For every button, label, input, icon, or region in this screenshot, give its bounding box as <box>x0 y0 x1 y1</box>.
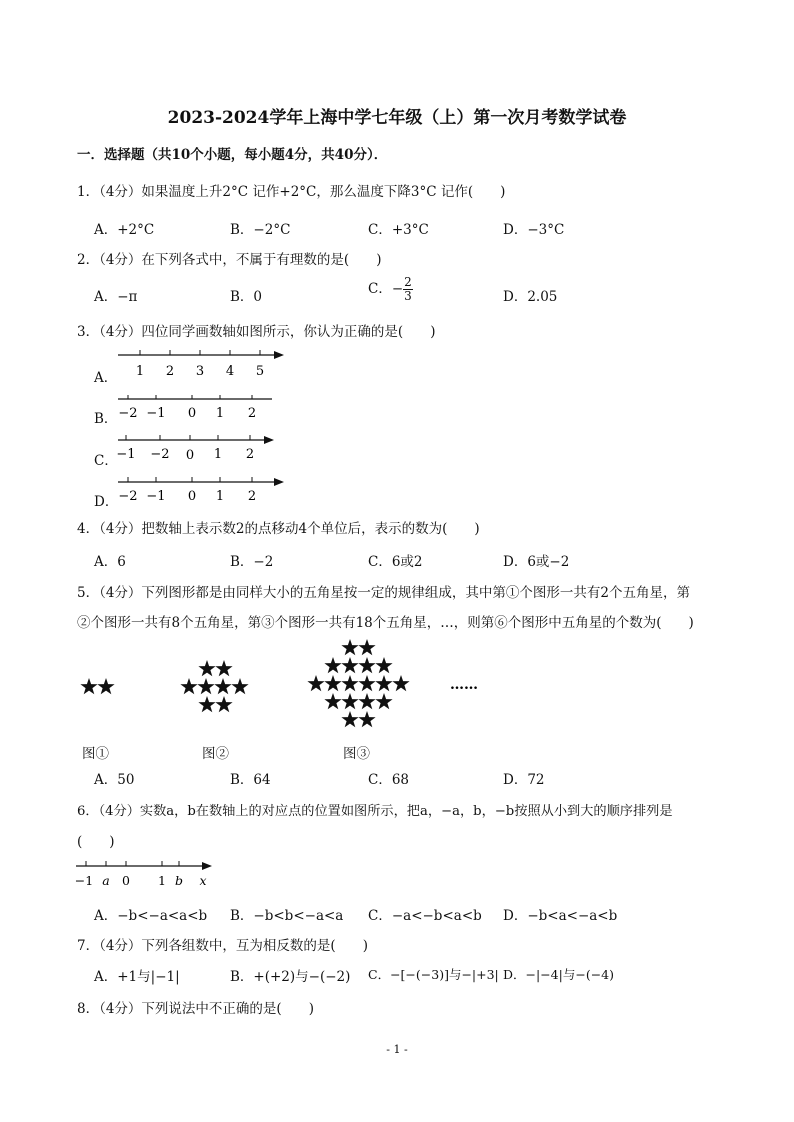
question-7: 7．（4分）下列各组数中，互为相反数的是( ) <box>77 938 368 954</box>
axis-a-label: 1 <box>135 364 145 379</box>
q1-option-b: B．−2°C <box>230 222 291 238</box>
axis-b-label: 1 <box>215 406 225 421</box>
q7-option-d: D．−|−4|与−(−4) <box>503 967 614 982</box>
axis-c-label: −1 <box>116 447 136 462</box>
q2-option-c-label: C．− <box>368 281 404 297</box>
question-6-line-2: ( ) <box>77 834 115 850</box>
question-5-line-2: ②个图形一共有8个五角星，第③个图形一共有18个五角星，…，则第⑥个图形中五角星的个数为( ) <box>77 615 694 631</box>
axis-a-label: 2 <box>165 364 175 379</box>
q3-option-d: D． <box>94 494 119 510</box>
q6-number-line <box>72 857 222 891</box>
q2-option-c <box>368 276 413 303</box>
q7-option-a: A．+1与|−1| <box>94 969 180 985</box>
axis-ticks <box>128 395 252 399</box>
axis-arrow <box>264 436 274 444</box>
figure-2-stars <box>180 660 248 712</box>
axis-arrow <box>274 351 284 359</box>
q2-fraction <box>403 276 413 303</box>
q1-option-c: C．+3°C <box>368 222 429 238</box>
axis-c-label: 2 <box>245 447 255 462</box>
axis-a-label: 5 <box>255 364 265 379</box>
figure-3-label: 图③ <box>343 746 370 762</box>
axis-b-label: −1 <box>146 406 166 421</box>
axis-c-label: −2 <box>150 447 170 462</box>
q4-option-b: B．−2 <box>230 554 274 570</box>
q6-axis-label: x <box>199 873 207 888</box>
figure-1-label: 图① <box>82 746 109 762</box>
axis-ticks <box>126 435 250 440</box>
axis-a-label: 3 <box>195 364 205 379</box>
question-6-line-1: 6．（4分）实数a，b在数轴上的对应点的位置如图所示，把a，−a，b，−b按照从小到大的顺序排列是 <box>77 804 673 819</box>
question-3: 3．（4分）四位同学画数轴如图所示，你认为正确的是( ) <box>77 324 436 340</box>
q6-option-c: C．−a<−b<a<b <box>368 908 482 924</box>
q6-axis-label: a <box>102 873 110 888</box>
q6-axis-label: −1 <box>74 873 94 888</box>
q3-option-b: B． <box>94 411 118 427</box>
axis-d-label: −1 <box>146 489 166 504</box>
q6-option-d: D．−b<a<−a<b <box>503 908 618 924</box>
q2-option-a: A．−π <box>94 289 138 305</box>
q5-option-a: A．50 <box>94 772 135 788</box>
q6-option-b: B．−b<b<−a<a <box>230 908 344 924</box>
q6-axis-label: b <box>174 873 184 888</box>
axis-c-label: 1 <box>213 447 223 462</box>
page-number: - 1 - <box>386 1043 408 1056</box>
axis-ticks <box>128 477 252 482</box>
q1-option-d: D．−3°C <box>503 222 565 238</box>
axis-arrow <box>274 478 284 486</box>
q6-axis-label: 0 <box>122 873 130 888</box>
axis-a-label: 4 <box>225 364 235 379</box>
axis-d-label: 2 <box>247 489 257 504</box>
axis-d <box>112 474 292 508</box>
axis-arrow <box>202 862 212 870</box>
axis-d-label: 1 <box>215 489 225 504</box>
star-figures <box>70 636 510 736</box>
q2-option-b: B．0 <box>230 289 263 305</box>
question-8: 8．（4分）下列说法中不正确的是( ) <box>77 1001 314 1017</box>
axis-b-label: −2 <box>118 406 138 421</box>
q3-option-a: A． <box>94 370 118 386</box>
q4-option-d: D．6或−2 <box>503 554 570 570</box>
star-ellipsis: …… <box>450 677 478 693</box>
q5-option-c: C．68 <box>368 772 410 788</box>
q4-option-a: A．6 <box>94 554 126 570</box>
axis-b <box>112 393 292 425</box>
q2-option-d: D．2.05 <box>503 289 558 305</box>
q7-option-b: B．+(+2)与−(−2) <box>230 969 351 985</box>
section-heading: 一．选择题（共10个小题，每小题4分，共40分）． <box>77 147 388 163</box>
question-4: 4．（4分）把数轴上表示数2的点移动4个单位后，表示的数为( ) <box>77 521 480 537</box>
axis-c-label: 0 <box>185 448 195 463</box>
q1-option-a: A．+2°C <box>94 222 155 238</box>
q7-option-c: C．−[−(−3)]与−|+3| <box>368 967 499 982</box>
axis-b-label: 2 <box>247 406 257 421</box>
q4-option-c: C．6或2 <box>368 554 423 570</box>
axis-d-label: 0 <box>187 489 197 504</box>
axis-b-label: 0 <box>187 406 197 421</box>
fraction-denominator: 3 <box>404 289 412 303</box>
question-2: 2．（4分）在下列各式中，不属于有理数的是( ) <box>77 252 382 268</box>
page-title: 2023-2024学年上海中学七年级（上）第一次月考数学试卷 <box>167 108 627 128</box>
q3-option-c: C． <box>94 453 118 469</box>
q5-option-b: B．64 <box>230 772 271 788</box>
axis-ticks <box>86 861 179 866</box>
q5-option-d: D．72 <box>503 772 545 788</box>
q6-option-a: A．−b<−a<a<b <box>94 908 208 924</box>
axis-ticks <box>140 350 260 355</box>
q6-axis-label: 1 <box>158 873 166 888</box>
axis-d-label: −2 <box>118 489 138 504</box>
question-5-line-1: 5．（4分）下列图形都是由同样大小的五角星按一定的规律组成，其中第①个图形一共有2个五角星，第 <box>77 585 691 601</box>
question-1: 1．（4分）如果温度上升2°C 记作+2°C，那么温度下降3°C 记作( ) <box>77 184 506 200</box>
figure-3-stars <box>307 639 409 727</box>
fraction-numerator: 2 <box>404 275 412 289</box>
axis-c <box>112 432 292 466</box>
figure-2-label: 图② <box>202 746 229 762</box>
figure-1-stars <box>80 678 114 694</box>
axis-a <box>112 345 292 385</box>
